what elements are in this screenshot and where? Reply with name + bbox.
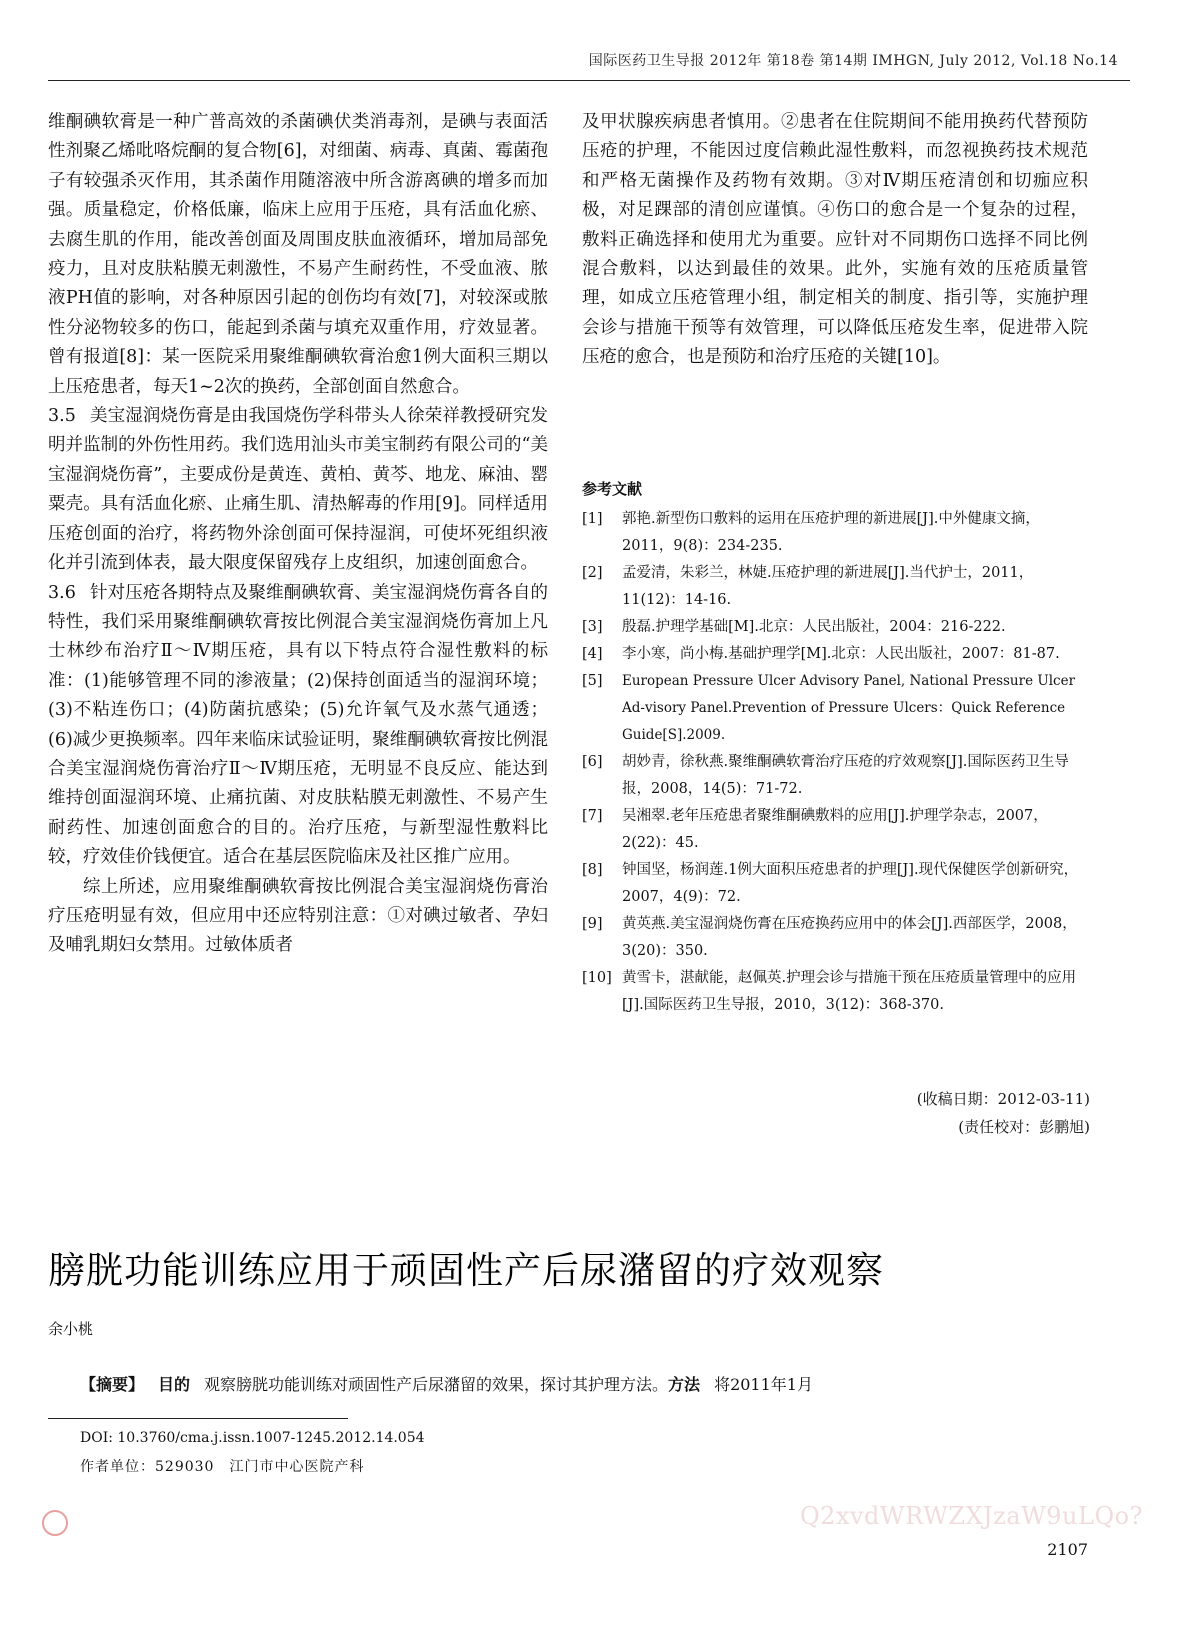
objective-text: 观察膀胱功能训练对顽固性产后尿潴留的效果，探讨其护理方法。 [204, 1375, 669, 1394]
reference-item [582, 965, 1088, 1019]
section-text: 美宝湿润烧伤膏是由我国烧伤学科带头人徐荣祥教授研究发明并监制的外伤性用药。我们选用汕头市美宝制药有限公司的“美宝湿润烧伤膏”，主要成份是黄连、黄柏、黄芩、地龙、麻油、罂粟壳。具有活血化瘀、止痛生肌、清热解毒的作用[9]。同样适用压疮创面的治疗，将药物外涂创面可保持湿润，可使坏死组织液化并引流到体表，最大限度保留残存上皮组织，加速创面愈合。 [48, 406, 548, 574]
reference-item [582, 803, 1088, 857]
continuation-paragraph: 及甲状腺疾病患者慎用。②患者在住院期间不能用换药代替预防压疮的护理，不能因过度信赖此湿性敷料，而忽视换药技术规范和严格无菌操作及药物有效期。③对Ⅳ期压疮清创和切痂应积极，对足踝部的清创应谨慎。④伤口的愈合是一个复杂的过程，敷料正确选择和使用尤为重要。应针对不同期伤口选择不同比例混合敷料，以达到最佳的效果。此外，实施有效的压疮质量管理，如成立压疮管理小组，制定相关的制度、指引等，实施护理会诊与措施干预等有效管理，可以降低压疮发生率，促进带入院压疮的愈合，也是预防和治疗压疮的关键[10]。 [582, 112, 1088, 368]
right-column [582, 108, 1088, 373]
watermark: Q2xvdWRWZXJzaW9uLQo? [800, 1502, 1143, 1530]
reference-text: 李小寒，尚小梅.基础护理学[M].北京：人民出版社，2007：81-87. [622, 646, 1060, 662]
abstract [80, 1372, 813, 1395]
publisher-logo [42, 1510, 68, 1536]
section-number: 3.6 [48, 582, 76, 603]
proofreader: (责任校对：彭鹏旭) [958, 1118, 1090, 1136]
reference-text: 黄雪卡，湛献能，赵佩英.护理会诊与措施干预在压疮质量管理中的应用[J].国际医药卫生导报，2010，3(12)：368-370. [622, 970, 1077, 1013]
objective-label: 目的 [158, 1375, 191, 1394]
footnote-rule [48, 1418, 348, 1419]
abstract-label: 【摘要】 [80, 1375, 145, 1394]
reference-number: [5] [582, 673, 603, 689]
method-label: 方法 [668, 1375, 701, 1394]
reference-number: [10] [582, 970, 612, 986]
summary-paragraph: 综上所述，应用聚维酮碘软膏按比例混合美宝湿润烧伤膏治疗压疮明显有效，但应用中还应特别注意：①对碘过敏者、孕妇及哺乳期妇女禁用。过敏体质者 [48, 876, 548, 956]
page-number: 2107 [1047, 1540, 1088, 1559]
reference-number: [7] [582, 808, 603, 824]
reference-item [582, 857, 1088, 911]
received-date: (收稿日期：2012-03-11) [916, 1090, 1090, 1108]
reference-text: 殷磊.护理学基础[M].北京：人民出版社，2004：216-222. [622, 619, 1006, 635]
left-column [48, 108, 548, 961]
reference-item [582, 668, 1088, 749]
reference-item [582, 749, 1088, 803]
reference-item [582, 911, 1088, 965]
article-title: 膀胱功能训练应用于顽固性产后尿潴留的疗效观察 [48, 1249, 884, 1292]
references-title: 参考文献 [582, 480, 643, 498]
reference-text: 胡妙青，徐秋燕.聚维酮碘软膏治疗压疮的疗效观察[J].国际医药卫生导报，2008，14(5)：71-72. [622, 754, 1069, 797]
reference-text: 孟爱清，朱彩兰，林婕.压疮护理的新进展[J].当代护士，2011，11(12)：14-16. [622, 565, 1034, 608]
reference-number: [3] [582, 619, 603, 635]
header-rule [48, 80, 1130, 81]
reference-number: [6] [582, 754, 603, 770]
reference-number: [2] [582, 565, 603, 581]
reference-item [582, 506, 1088, 560]
section-number: 3.5 [48, 406, 76, 427]
reference-text: 吴湘翠.老年压疮患者聚维酮碘敷料的应用[J].护理学杂志，2007，2(22)：45. [622, 808, 1048, 851]
reference-item [582, 641, 1088, 668]
reference-number: [4] [582, 646, 603, 662]
reference-number: [8] [582, 862, 603, 878]
section-3-6 [48, 579, 548, 873]
reference-text: 郭艳.新型伤口敷料的运用在压疮护理的新进展[J].中外健康文摘，2011，9(8)：234-235. [622, 511, 1040, 554]
doi: DOI: 10.3760/cma.j.issn.1007-1245.2012.14.054 [80, 1430, 425, 1446]
section-text: 针对压疮各期特点及聚维酮碘软膏、美宝湿润烧伤膏各自的特性，我们采用聚维酮碘软膏按比例混合美宝湿润烧伤膏加上凡士林纱布治疗Ⅱ～Ⅳ期压疮，具有以下特点符合湿性敷料的标准：(1)能够管理不同的渗液量；(2)保持创面适当的湿润环境；(3)不粘连伤口；(4)防菌抗感染；(5)允许氧气及水蒸气通透；(6)减少更换频率。四年来临床试验证明，聚维酮碘软膏按比例混合美宝湿润烧伤膏治疗Ⅱ～Ⅳ期压疮，无明显不良反应、能达到维持创面湿润环境、止痛抗菌、对皮肤粘膜无刺激性、不易产生耐药性、加速创面愈合的目的。治疗压疮，与新型湿性敷料比较，疗效佳价钱便宜。适合在基层医院临床及社区推广应用。 [48, 582, 548, 868]
article-author: 余小桃 [48, 1320, 94, 1338]
reference-number: [1] [582, 511, 603, 527]
method-text: 将2011年1月 [714, 1375, 813, 1394]
reference-list [582, 506, 1088, 1019]
reference-text: 黄英燕.美宝湿润烧伤膏在压疮换药应用中的体会[J].西部医学，2008，3(20)：350. [622, 916, 1077, 959]
section-3-5 [48, 402, 548, 578]
running-header: 国际医药卫生导报 2012年 第18卷 第14期 IMHGN, July 2012, Vol.18 No.14 [588, 53, 1118, 69]
receipt-info [917, 1085, 1090, 1141]
reference-number: [9] [582, 916, 603, 932]
body-paragraph: 维酮碘软膏是一种广普高效的杀菌碘伏类消毒剂，是碘与表面活性剂聚乙烯吡咯烷酮的复合物[6]，对细菌、病毒、真菌、霉菌孢子有较强杀灭作用，其杀菌作用随溶液中所含游离碘的增多而加强。质量稳定，价格低廉，临床上应用于压疮，具有活血化瘀、去腐生肌的作用，能改善创面及周围皮肤血液循环，增加局部免疫力，且对皮肤粘膜无刺激性，不易产生耐药性，不受血液、脓液PH值的影响，对各种原因引起的创伤均有效[7]，对较深或脓性分泌物较多的伤口，能起到杀菌与填充双重作用，疗效显著。曾有报道[8]：某一医院采用聚维酮碘软膏治愈1例大面积三期以上压疮患者，每天1~2次的换药，全部创面自然愈合。 [48, 112, 548, 397]
author-affiliation: 作者单位：529030 江门市中心医院产科 [80, 1459, 365, 1475]
publisher-logo-icon [42, 1510, 68, 1536]
reference-item [582, 560, 1088, 614]
reference-text: 钟国坚，杨润莲.1例大面积压疮患者的护理[J].现代保健医学创新研究，2007，4(9)：72. [622, 862, 1079, 905]
reference-text: European Pressure Ulcer Advisory Panel, National Pressure Ulcer Ad-visory Panel.Prevention of Pressure Ulcers：Quick Reference Guide[S].2009. [622, 673, 1076, 743]
reference-item [582, 614, 1088, 641]
